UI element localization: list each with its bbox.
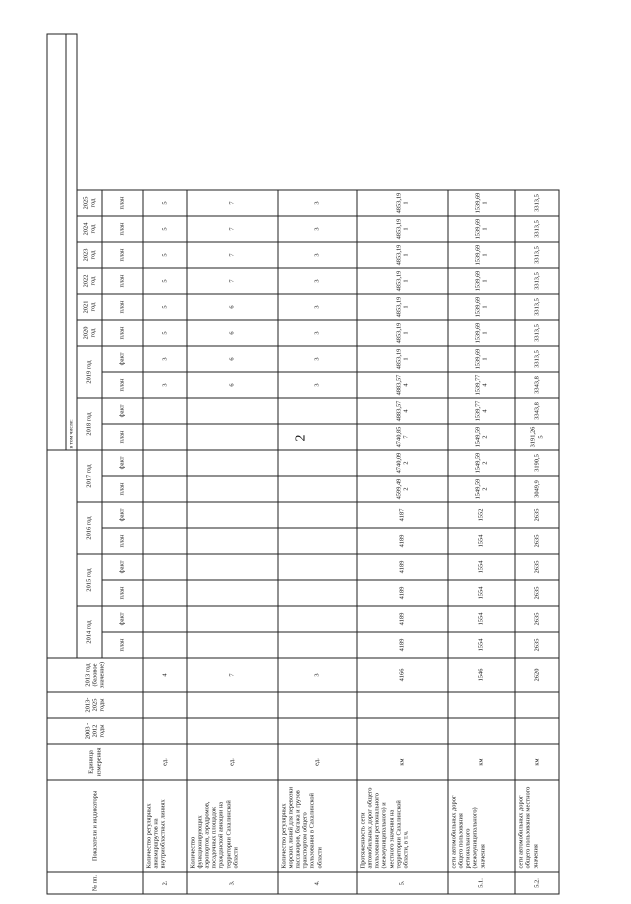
- header-year-2023: 2023 год: [77, 242, 102, 268]
- header-blank: [47, 450, 77, 658]
- header-plan: план: [102, 190, 143, 216]
- value-cell: 7: [187, 268, 278, 294]
- value-cell: 2635: [515, 554, 559, 580]
- value-cell: 5: [143, 216, 187, 242]
- header-year-2016: 2016 год: [77, 502, 102, 554]
- header-plan: план: [102, 580, 143, 606]
- header-indicator: Показатели и индикаторы: [47, 780, 143, 872]
- header-fact: факт: [102, 554, 143, 580]
- value-cell: [278, 528, 357, 554]
- header-year-2019: 2019 год: [77, 346, 102, 398]
- value-cell: 1539,691: [448, 268, 515, 294]
- value-cell: 4853,191: [357, 242, 448, 268]
- value-cell: [187, 554, 278, 580]
- value-cell: [143, 398, 187, 424]
- header-2003-2012: 2003 - 2012 годы: [47, 718, 143, 744]
- value-cell: [187, 476, 278, 502]
- value-cell: [143, 528, 187, 554]
- header-fact: факт: [102, 346, 143, 372]
- header-plan: план: [102, 476, 143, 502]
- value-cell: [278, 398, 357, 424]
- value-cell: [278, 424, 357, 450]
- value-cell: [143, 424, 187, 450]
- header-fact: факт: [102, 502, 143, 528]
- value-cell: 4187: [357, 502, 448, 528]
- value-cell: 5: [143, 294, 187, 320]
- value-cell: 3: [143, 372, 187, 398]
- value-cell: [143, 450, 187, 476]
- value-cell: [187, 580, 278, 606]
- header-year-2022: 2022 год: [77, 268, 102, 294]
- header-year-2024: 2024 год: [77, 216, 102, 242]
- indicator-name: Протяженность сети автомобильных дорог общего пользования регионального (межмуниципального) и местного значения на территории Сахалинской области, в т.ч.: [357, 780, 448, 872]
- unit-cell: ед.: [187, 744, 278, 780]
- value-cell: 1539,774: [448, 372, 515, 398]
- value-cell: 1554: [448, 554, 515, 580]
- value-cell: 2635: [515, 502, 559, 528]
- value-cell: 4189: [357, 632, 448, 658]
- header-year-2014: 2014 год: [77, 606, 102, 658]
- value-cell: [187, 606, 278, 632]
- value-cell: [187, 502, 278, 528]
- value-cell: [278, 502, 357, 528]
- value-cell: 1554: [448, 528, 515, 554]
- value-cell: 3313,5: [515, 216, 559, 242]
- value-cell: 2635: [515, 580, 559, 606]
- table-row: [278, 8, 357, 894]
- header-plan: план: [102, 528, 143, 554]
- header-year-2017: 2017 год: [77, 450, 102, 502]
- value-cell: 7: [187, 216, 278, 242]
- value-cell: 5: [143, 190, 187, 216]
- header-2013: 2013 год (базовое значение): [47, 658, 143, 692]
- value-cell: [278, 606, 357, 632]
- value-cell: 4740,857: [357, 424, 448, 450]
- value-2003-2012: [448, 718, 515, 744]
- value-cell: 3: [278, 372, 357, 398]
- indicator-name: сети автомобильных дорог общего пользования местного значения: [515, 780, 559, 872]
- value-cell: [278, 632, 357, 658]
- value-cell: [278, 476, 357, 502]
- value-cell: 3313,5: [515, 268, 559, 294]
- unit-cell: ед.: [278, 744, 357, 780]
- indicator-name: Количество регулярных авиамаршрутов на внутриобластных линиях: [143, 780, 187, 872]
- value-cell: 3: [278, 242, 357, 268]
- value-cell: 3: [278, 216, 357, 242]
- table-row: [357, 8, 448, 894]
- value-2013: 2620: [515, 658, 559, 692]
- row-number: 5.: [357, 872, 448, 894]
- value-cell: 3: [143, 346, 187, 372]
- unit-cell: ед.: [143, 744, 187, 780]
- value-cell: 4853,191: [357, 346, 448, 372]
- value-2003-2012: [278, 718, 357, 744]
- value-2013: 1546: [448, 658, 515, 692]
- value-2013: 3: [278, 658, 357, 692]
- value-cell: 1552: [448, 502, 515, 528]
- header-2013-2025: 2013-2025 годы: [47, 692, 143, 718]
- value-cell: 5: [143, 268, 187, 294]
- value-cell: 4189: [357, 606, 448, 632]
- value-cell: 1539,691: [448, 242, 515, 268]
- header-year-2020: 2020 год: [77, 320, 102, 346]
- value-cell: 4853,191: [357, 320, 448, 346]
- value-cell: 1549,592: [448, 476, 515, 502]
- value-2003-2012: [357, 718, 448, 744]
- row-number: 5.1.: [448, 872, 515, 894]
- value-cell: [143, 502, 187, 528]
- value-cell: 1554: [448, 632, 515, 658]
- value-2003-2012: [515, 718, 559, 744]
- value-cell: 4189: [357, 528, 448, 554]
- value-cell: 7: [187, 242, 278, 268]
- indicator-table-body: [143, 8, 559, 894]
- value-2013-2025: [278, 692, 357, 718]
- value-cell: 4853,191: [357, 216, 448, 242]
- value-cell: 4189: [357, 554, 448, 580]
- value-2003-2012: [187, 718, 278, 744]
- value-cell: 3343,8: [515, 372, 559, 398]
- indicator-name: Количество регулярных морских линий для перевозки пассажиров, багажа и грузов транспортом общего пользования в Сахалинской области: [278, 780, 357, 872]
- header-in-total-blank: [47, 34, 66, 450]
- value-cell: 6: [187, 320, 278, 346]
- value-cell: 7: [187, 190, 278, 216]
- value-cell: 3313,5: [515, 190, 559, 216]
- value-cell: [143, 554, 187, 580]
- value-cell: 1554: [448, 606, 515, 632]
- value-cell: 2635: [515, 606, 559, 632]
- value-cell: [187, 632, 278, 658]
- value-cell: 2635: [515, 632, 559, 658]
- value-cell: [143, 476, 187, 502]
- value-cell: 4853,191: [357, 190, 448, 216]
- value-cell: [278, 554, 357, 580]
- value-cell: 3313,5: [515, 346, 559, 372]
- value-cell: 4883,574: [357, 398, 448, 424]
- value-cell: [187, 528, 278, 554]
- value-cell: [143, 580, 187, 606]
- indicator-name: Количество функционирующих аэропортов, аэродромов, посадочных площадок гражданской авиации на территории Сахалинской области: [187, 780, 278, 872]
- value-cell: 4853,191: [357, 294, 448, 320]
- value-cell: 3191,265: [515, 424, 559, 450]
- value-cell: 1539,691: [448, 190, 515, 216]
- header-plan: план: [102, 632, 143, 658]
- value-cell: [278, 450, 357, 476]
- value-cell: 1539,691: [448, 320, 515, 346]
- row-number: 3.: [187, 872, 278, 894]
- value-cell: 3313,5: [515, 242, 559, 268]
- header-fact: факт: [102, 606, 143, 632]
- value-cell: 1549,592: [448, 450, 515, 476]
- value-cell: 5: [143, 320, 187, 346]
- value-cell: 3: [278, 268, 357, 294]
- row-number: 5.2.: [515, 872, 559, 894]
- value-cell: 1539,774: [448, 398, 515, 424]
- header-plan: план: [102, 424, 143, 450]
- page-number: 2: [293, 434, 309, 442]
- value-2013-2025: [515, 692, 559, 718]
- value-cell: 3313,5: [515, 320, 559, 346]
- header-plan: план: [102, 268, 143, 294]
- value-cell: 3313,5: [515, 294, 559, 320]
- value-cell: 6: [187, 294, 278, 320]
- value-2013-2025: [448, 692, 515, 718]
- value-cell: 3: [278, 346, 357, 372]
- table-row: [143, 8, 187, 894]
- header-fact: факт: [102, 398, 143, 424]
- value-cell: [187, 450, 278, 476]
- value-cell: 4853,191: [357, 268, 448, 294]
- value-cell: 3: [278, 294, 357, 320]
- unit-cell: км: [448, 744, 515, 780]
- header-in-total: в том числе:: [66, 34, 77, 450]
- row-number: 4.: [278, 872, 357, 894]
- value-cell: 3190,5: [515, 450, 559, 476]
- table-row: [515, 8, 559, 894]
- value-cell: 4189: [357, 580, 448, 606]
- value-cell: 4740,092: [357, 450, 448, 476]
- header-row-1: [47, 8, 66, 894]
- header-plan: план: [102, 372, 143, 398]
- value-cell: 1539,691: [448, 216, 515, 242]
- value-2013-2025: [357, 692, 448, 718]
- header-plan: план: [102, 294, 143, 320]
- header-plan: план: [102, 242, 143, 268]
- unit-cell: км: [515, 744, 559, 780]
- indicator-table: [47, 8, 560, 895]
- header-year-2018: 2018 год: [77, 398, 102, 450]
- value-cell: 3: [278, 320, 357, 346]
- value-cell: 6: [187, 346, 278, 372]
- indicator-name: сети автомобильных дорог общего пользования регионального (межмуниципального) значения: [448, 780, 515, 872]
- value-2013: 4166: [357, 658, 448, 692]
- header-fact: факт: [102, 450, 143, 476]
- value-cell: [143, 632, 187, 658]
- value-cell: 4883,574: [357, 372, 448, 398]
- table-row: [187, 8, 278, 894]
- value-cell: 5: [143, 242, 187, 268]
- table-row: [448, 8, 515, 894]
- value-cell: [187, 424, 278, 450]
- header-year-2021: 2021 год: [77, 294, 102, 320]
- row-number: 2.: [143, 872, 187, 894]
- indicator-table-container: [47, 9, 560, 895]
- value-2003-2012: [143, 718, 187, 744]
- value-cell: [187, 398, 278, 424]
- value-cell: 3049,9: [515, 476, 559, 502]
- value-2013-2025: [187, 692, 278, 718]
- header-unit: Единица измерения: [47, 744, 143, 780]
- value-2013: 4: [143, 658, 187, 692]
- value-cell: 1554: [448, 580, 515, 606]
- value-cell: 4599,492: [357, 476, 448, 502]
- value-cell: 2635: [515, 528, 559, 554]
- header-year-2015: 2015 год: [77, 554, 102, 606]
- value-cell: 3: [278, 190, 357, 216]
- header-plan: план: [102, 320, 143, 346]
- header-year-2025: 2025 год: [77, 190, 102, 216]
- value-cell: [278, 580, 357, 606]
- value-2013-2025: [143, 692, 187, 718]
- value-2013: 7: [187, 658, 278, 692]
- value-cell: 6: [187, 372, 278, 398]
- value-cell: 1549,592: [448, 424, 515, 450]
- value-cell: 1539,691: [448, 294, 515, 320]
- value-cell: 1539,691: [448, 346, 515, 372]
- header-num: № пп.: [47, 872, 143, 894]
- value-cell: [143, 606, 187, 632]
- unit-cell: км: [357, 744, 448, 780]
- header-plan: план: [102, 216, 143, 242]
- value-cell: 3343,8: [515, 398, 559, 424]
